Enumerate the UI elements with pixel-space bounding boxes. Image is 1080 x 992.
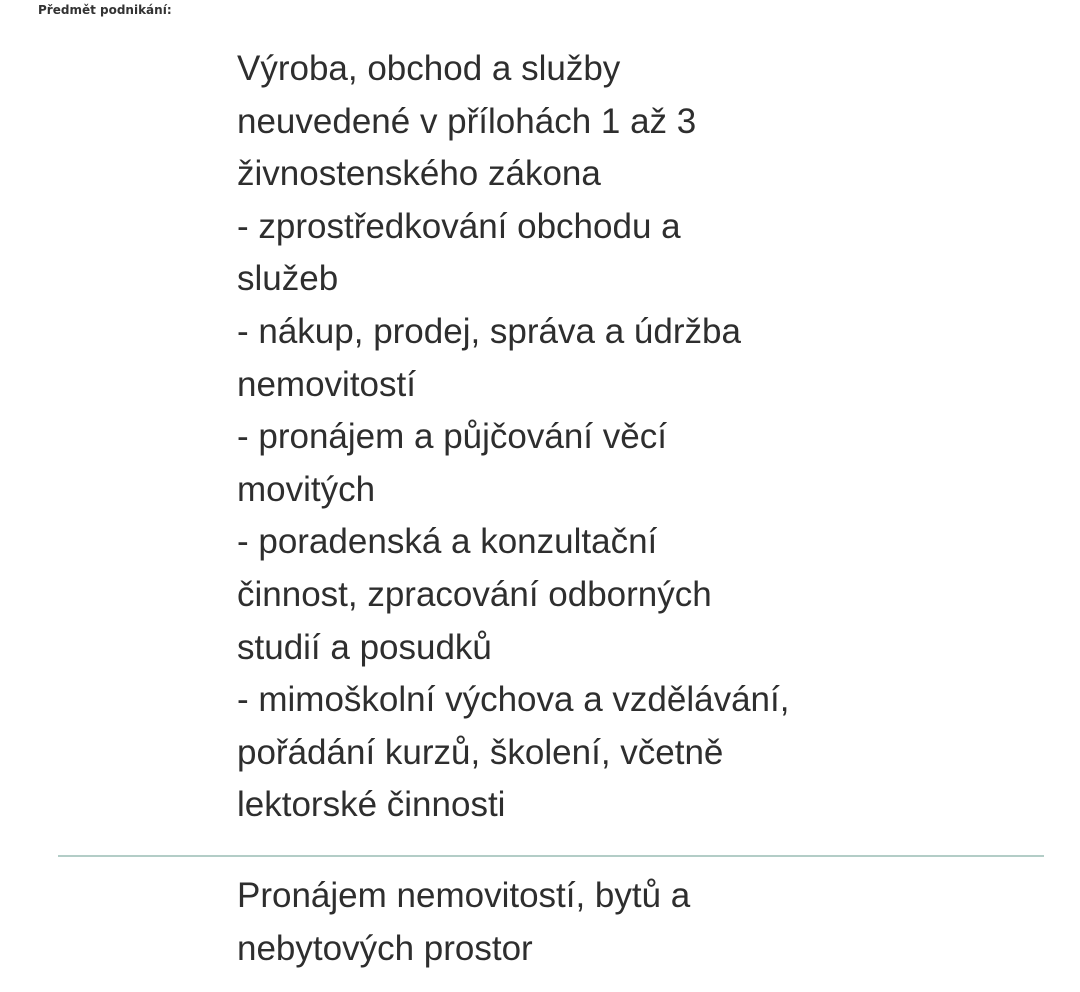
entry-line: movitých [237, 469, 376, 509]
section-label: Předmět podnikání: [38, 3, 172, 17]
entry-line: činnost, zpracování odborných [237, 574, 712, 614]
entry-line: neuvedené v přílohách 1 až 3 [237, 101, 697, 141]
entry-line: pořádání kurzů, školení, včetně [237, 732, 724, 772]
business-activity-entry [237, 43, 997, 832]
entry-line: Pronájem nemovitostí, bytů a [237, 876, 691, 915]
entry-line: nebytových prostor [237, 928, 533, 968]
row-divider [58, 855, 1044, 857]
entry-line: lektorské činnosti [237, 785, 506, 825]
entry-line: Výroba, obchod a služby [237, 49, 621, 88]
entry-line: - zprostředkování obchodu a [237, 206, 681, 246]
entry-line: - mimoškolní výchova a vzdělávání, [237, 680, 790, 720]
entry-line: - pronájem a půjčování věcí [237, 417, 667, 457]
entry-line: služeb [237, 259, 339, 299]
entry-line: nemovitostí [237, 364, 416, 404]
entry-line: studií a posudků [237, 627, 492, 667]
business-activity-entry [237, 870, 997, 975]
entry-line: - poradenská a konzultační [237, 522, 658, 562]
entry-line: - nákup, prodej, správa a údržba [237, 311, 741, 351]
entry-line: živnostenského zákona [237, 154, 601, 194]
